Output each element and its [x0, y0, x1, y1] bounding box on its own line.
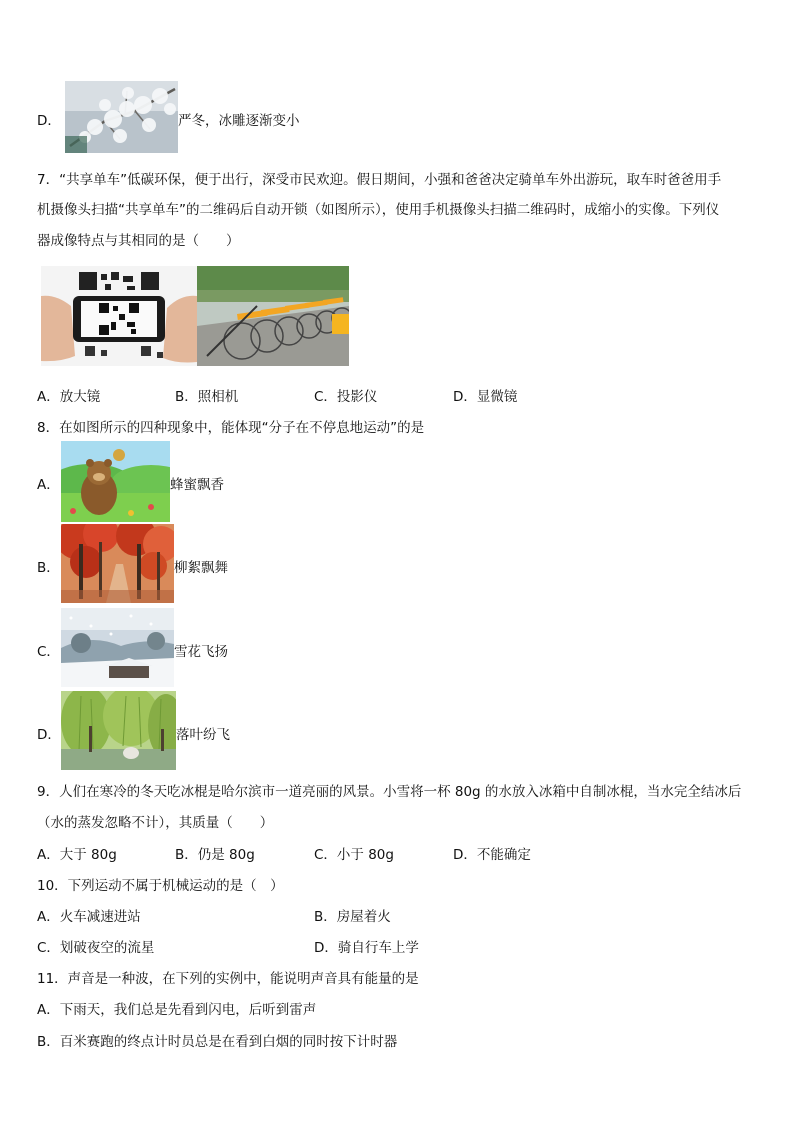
q8-option-d-label: D． — [37, 727, 61, 743]
q9-option-d: D．不能确定 — [453, 847, 531, 863]
phone-scanning-qr-image — [41, 266, 197, 366]
q6-option-d-label: D． — [37, 113, 61, 129]
q10-option-d: D．骑自行车上学 — [314, 940, 419, 956]
q7-stem-line-1: 7．“共享单车”低碳环保，便于出行，深受市民欢迎。假日期间，小强和爸爸决定骑单车外出游玩，取车时爸爸用手 — [37, 172, 722, 188]
q9-stem-line-1: 9．人们在寒冷的冬天吃冰棍是哈尔滨市一道亮丽的风景。小雪将一杯 80g 的水放入冰箱中自制冰棍，当水完全结冰后 — [37, 784, 742, 800]
q7-option-b: B．照相机 — [175, 389, 239, 405]
q9-stem-line-2: （水的蒸发忽略不计），其质量（ ） — [37, 815, 274, 831]
q10-option-c: C．划破夜空的流星 — [37, 940, 155, 956]
q11-option-a: A．下雨天，我们总是先看到闪电，后听到雷声 — [37, 1002, 317, 1018]
q9-option-c: C．小于 80g — [314, 847, 394, 863]
q9-option-b: B．仍是 80g — [175, 847, 255, 863]
q8-option-a-text: 蜂蜜飘香 — [170, 477, 224, 493]
red-autumn-trees-image — [61, 524, 174, 603]
q8-option-c-text: 雪花飞扬 — [174, 644, 228, 660]
shared-bicycles-image — [197, 266, 349, 366]
q8-stem: 8．在如图所示的四种现象中，能体现“分子在不停息地运动”的是 — [37, 420, 425, 436]
q8-option-c-label: C． — [37, 644, 60, 660]
q10-stem: 10．下列运动不属于机械运动的是（ ） — [37, 878, 284, 894]
q6-option-d-text: 严冬，冰雕逐渐变小 — [178, 113, 300, 129]
q10-option-b: B．房屋着火 — [314, 909, 391, 925]
q10-option-a: A．火车减速进站 — [37, 909, 141, 925]
q8-option-a-label: A． — [37, 477, 60, 493]
q8-option-b-label: B． — [37, 560, 60, 576]
q7-option-c: C．投影仪 — [314, 389, 378, 405]
q7-option-d: D．显微镜 — [453, 389, 518, 405]
q11-option-b: B．百米赛跑的终点计时员总是在看到白烟的同时按下计时器 — [37, 1034, 398, 1050]
q9-option-a: A．大于 80g — [37, 847, 117, 863]
q7-stem-line-2: 机摄像头扫描“共享单车”的二维码后自动开锁（如图所示），使用手机摄像头扫描二维码时，成缩小的实像。下列仪 — [37, 202, 720, 218]
frost-branch-image — [65, 81, 178, 153]
snowy-scene-image — [61, 608, 174, 687]
q8-option-d-text: 落叶纷飞 — [176, 727, 230, 743]
willow-trees-image — [61, 691, 176, 770]
q7-option-a: A．放大镜 — [37, 389, 101, 405]
q11-stem: 11．声音是一种波，在下列的实例中，能说明声音具有能量的是 — [37, 971, 419, 987]
q8-option-b-text: 柳絮飘舞 — [174, 560, 228, 576]
cartoon-bear-honey-image — [61, 441, 170, 522]
q7-stem-line-3: 器成像特点与其相同的是（ ） — [37, 233, 240, 249]
